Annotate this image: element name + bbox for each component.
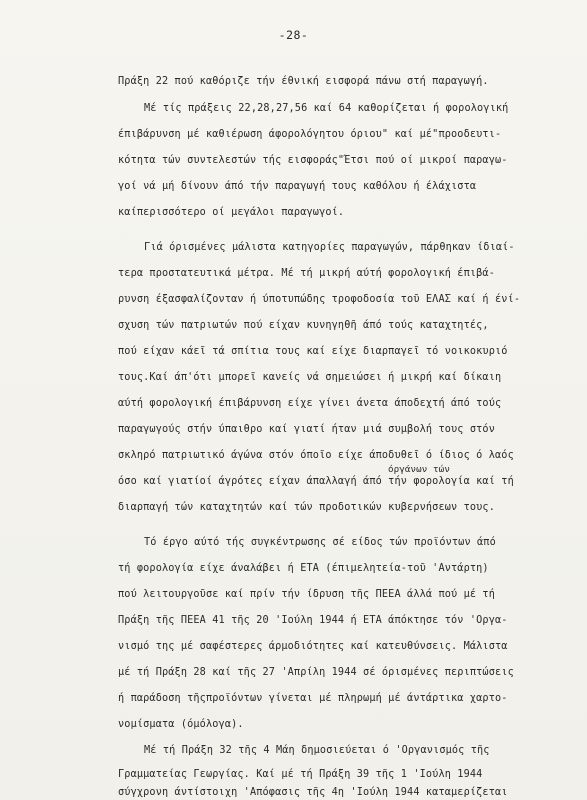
text-line: πού είχαν κάεῖ τά σπίτια τους καί είχε διαρπαγεῖ τό νοικοκυριό	[118, 346, 508, 357]
text-line: τή φορολογία είχε άναλάβει ή ΕΤΑ (έπιμελητεία-τοῦ 'Αντάρτη)	[118, 563, 489, 574]
text-line: διαρπαγή τών καταχτητών καί τών προδοτικών κυβερνήσεων τους.	[118, 502, 496, 513]
text-line: σύγχρονη άντίστοιχη 'Απόφασις τῆς 4η 'Ιούλη 1944 καταμερίζεται	[118, 787, 508, 798]
text-line: Μέ τίς πράξεις 22,28,27,56 καί 64 καθορίζεται ή φορολογική	[144, 103, 509, 114]
text-line: γοί νά μή δίνουν άπό τήν παραγωγή τους καθόλου ή έλάχιστα	[118, 181, 477, 192]
text-line: καίπερισσότερο οί μεγάλοι παραγωγοί.	[118, 207, 345, 218]
text-line: τους.Καί άπ'ότι μπορεῖ κανείς νά σημειώσει ή μικρή καί δίκαιη	[118, 372, 502, 383]
page-number: -28-	[278, 28, 309, 42]
text-line: παραγωγούς στήν ύπαιθρο καί γιατί ήταν μιά συμβολή τους στόν	[118, 424, 496, 435]
text-line: σκληρό πατριωτικό άγώνα στόν όποῖο είχε άποδυθεῖ ό ίδιος ό λαός	[118, 450, 514, 461]
text-line: νισμό της μέ σαφέστερες άρμοδιότητες καί κατευθύνσεις. Μάλιστα	[118, 641, 508, 652]
text-line: Τό έργο αύτό τής συγκέντρωσης σέ είδος τών προϊόντων άπό	[144, 537, 496, 548]
text-line: νομίσματα (όμόλογα).	[118, 719, 244, 730]
text-line: ή παράδοση τῆςπροϊόντων γίνεται μέ πληρωμή μέ άντάρτικα χαρτο-	[118, 693, 508, 704]
text-line: πού λειτουργοῦσε καί πρίν τήν ίδρυση τῆς ΠΕΕΑ άλλά πού μέ τή	[118, 589, 496, 600]
handwritten-insertion: όργάνων τών	[388, 464, 450, 475]
text-line: αύτή φορολογική έπιβάρυνση είχε γίνει άνετα άποδεχτή άπό τούς	[118, 398, 502, 409]
text-line: τερα προστατευτικά μέτρα. Μέ τή μικρή αύτή φορολογική έπιβά-	[118, 268, 496, 279]
text-line: σχυση τών πατριωτών πού είχαν κυνηγηθῆ άπό τούς καταχτητές,	[118, 320, 489, 331]
text-line: ρυνση έξασφαλίζονταν ή ύποτυπώδης τροφοδοσία τοῦ ΕΛΑΣ καί ή ένί-	[118, 294, 521, 305]
text-line: Πράξη 22 πού καθόριζε τήν έθνική εισφορά πάνω στή παραγωγή.	[118, 76, 489, 87]
text-line: όσο καί γιατίοί άγρότες είχαν άπαλλαγή άπό τήν φορολογία καί τή	[118, 476, 514, 487]
text-line: μέ τή Πράξη 28 καί τῆς 27 'Απρίλη 1944 σέ όρισμένες περιπτώσεις	[118, 667, 514, 678]
text-line: Γιά όρισμένες μάλιστα κατηγορίες παραγωγών, πάρθηκαν ίδιαί-	[144, 242, 515, 253]
text-line: Μέ τή Πράξη 32 τῆς 4 Μάη δημοσιεύεται ό 'Οργανισμός τῆς	[144, 745, 490, 756]
text-line: κότητα τών συντελεστών τής εισφοράς"Έτσι πού οί μικροί παραγω-	[118, 155, 508, 166]
text-line: Γραμματείας Γεωργίας. Καί μέ τή Πράξη 39 τῆς 1 'Ιούλη 1944	[118, 769, 483, 780]
text-line: έπιβάρυνση μέ καθιέρωση άφορολόγητου όριου" καί μέ"προοδευτι-	[118, 129, 502, 140]
text-line: Πράξη τῆς ΠΕΕΑ 41 τῆς 20 'Ιούλη 1944 ή ΕΤΑ άπόκτησε τόν 'Οργα-	[118, 615, 508, 626]
